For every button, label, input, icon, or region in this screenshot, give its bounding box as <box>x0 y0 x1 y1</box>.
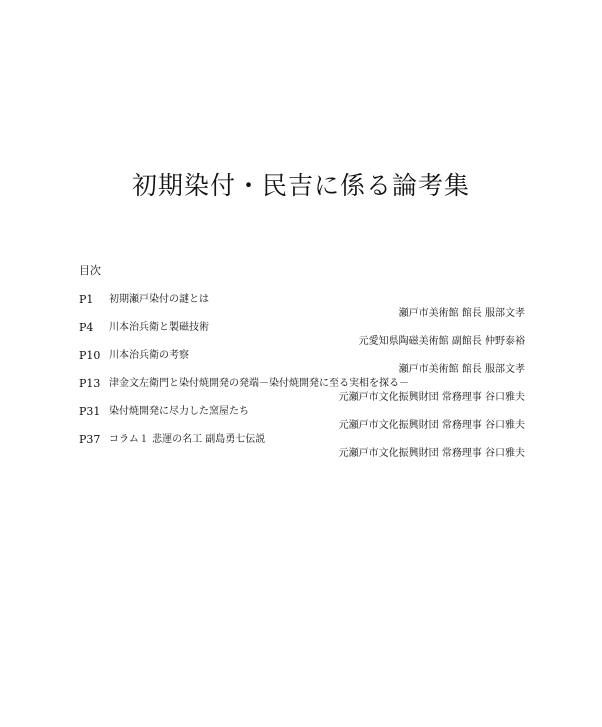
page-title: 初期染付・民吉に係る論考集 <box>131 171 470 200</box>
toc-page-number: P4 <box>79 321 94 334</box>
toc-page-number: P1 <box>79 293 94 306</box>
toc-heading: 目次 <box>79 264 101 277</box>
toc-entry-author: 瀬戸市美術館 館長 服部文孝 <box>398 308 525 319</box>
toc-entry <box>79 433 525 461</box>
toc-entry-author: 元愛知県陶磁美術館 副館長 仲野泰裕 <box>358 336 525 347</box>
toc-entry <box>79 321 525 349</box>
toc-entry-author: 瀬戸市美術館 館長 服部文孝 <box>398 364 525 375</box>
toc-entry-title: 初期瀬戸染付の謎とは <box>109 294 209 305</box>
toc-entry <box>79 377 525 405</box>
toc-entry <box>79 293 525 321</box>
table-of-contents <box>79 293 525 461</box>
toc-entry <box>79 349 525 377</box>
toc-entry-author: 元瀬戸市文化振興財団 常務理事 谷口雅夫 <box>338 448 525 459</box>
toc-page-number: P10 <box>79 349 101 362</box>
toc-entry-author: 元瀬戸市文化振興財団 常務理事 谷口雅夫 <box>338 420 525 431</box>
toc-entry <box>79 405 525 433</box>
toc-page-number: P37 <box>79 433 101 446</box>
toc-entry-author: 元瀬戸市文化振興財団 常務理事 谷口雅夫 <box>338 392 525 403</box>
toc-entry-title: 染付焼開発に尽力した窯屋たち <box>109 406 249 417</box>
toc-entry-title: コラム１ 悲運の名工 副島勇七伝説 <box>109 434 266 445</box>
toc-entry-title: 川本治兵衛の考察 <box>109 350 189 361</box>
toc-entry-title: 川本治兵衛と製磁技術 <box>109 322 209 333</box>
toc-entry-title: 津金文左衛門と染付焼開発の発端－染付焼開発に至る実相を探る－ <box>109 378 409 389</box>
toc-page-number: P13 <box>79 377 101 390</box>
toc-page-number: P31 <box>79 405 101 418</box>
